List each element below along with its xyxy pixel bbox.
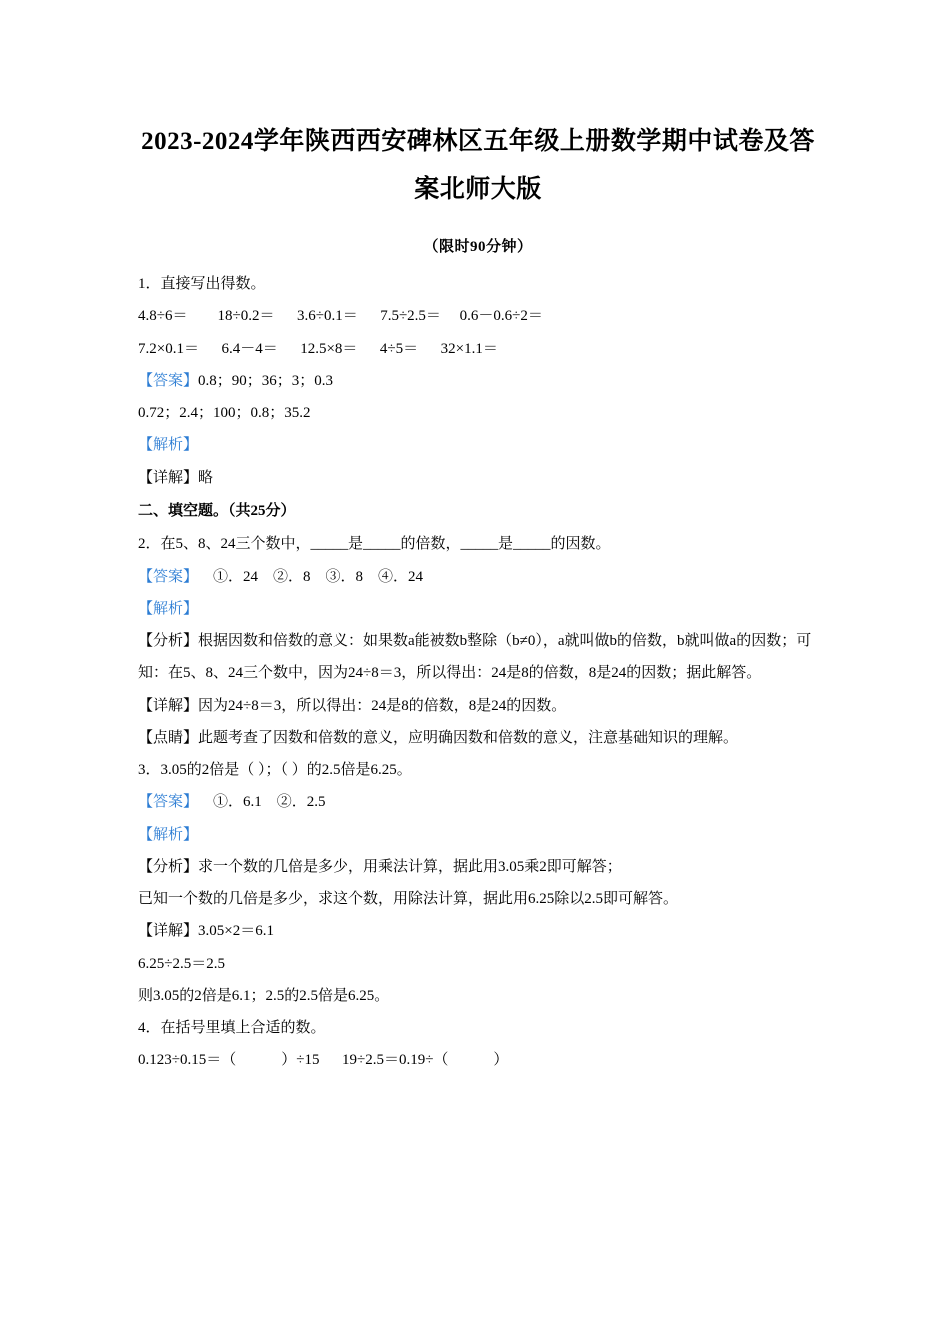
page-title: 2023-2024学年陕西西安碑林区五年级上册数学期中试卷及答案北师大版 bbox=[141, 128, 815, 203]
detail-text: 则3.05的2倍是6.1；2.5的2.5倍是6.25。 bbox=[138, 987, 390, 1004]
detail-text: 【详解】因为24÷8＝3，所以得出：24是8的倍数，8是24的因数。 bbox=[138, 697, 567, 714]
answer-text: ①．24 ②．8 ③．8 ④．24 bbox=[198, 568, 424, 585]
answer-line bbox=[138, 786, 818, 818]
detail-text: 【详解】3.05×2＝6.1 bbox=[138, 923, 274, 940]
question-item: 2．在5、8、24三个数中，_____是_____的倍数，_____是_____的因数。 bbox=[138, 536, 611, 553]
answer-label: 【答案】 bbox=[138, 568, 199, 585]
answer-text: 0.8；90；36；3；0.3 bbox=[198, 372, 334, 389]
detail-line: 【详解】略 bbox=[138, 469, 214, 486]
analysis-label bbox=[138, 819, 818, 851]
analysis-text: 已知一个数的几倍是多少，求这个数，用除法计算，据此用6.25除以2.5即可解答。 bbox=[138, 891, 679, 907]
question-item: 3．3.05的2倍是（ ）；（ ）的2.5倍是6.25。 bbox=[138, 762, 412, 778]
time-limit-note: （限时90分钟） bbox=[423, 239, 533, 255]
explanation-label: 【解析】 bbox=[138, 826, 199, 843]
expression-line: 7.2×0.1＝ 6.4－4＝ 12.5×8＝ 4÷5＝ 32×1.1＝ bbox=[138, 340, 498, 357]
section-heading: 二、填空题。（共25分） bbox=[138, 502, 296, 519]
analysis-label bbox=[138, 593, 818, 625]
answer-text: ①．6.1 ②．2.5 bbox=[198, 794, 326, 811]
analysis-text: 【分析】求一个数的几倍是多少，用乘法计算，据此用3.05乘2即可解答； bbox=[138, 858, 622, 875]
summary-text: 【点睛】此题考查了因数和倍数的意义，应明确因数和倍数的意义，注意基础知识的理解。 bbox=[138, 729, 739, 746]
answer-line bbox=[138, 561, 818, 593]
expression-line: 4.8÷6＝ 18÷0.2＝ 3.6÷0.1＝ 7.5÷2.5＝ 0.6－0.6÷2＝ bbox=[138, 308, 543, 325]
explanation-label: 【解析】 bbox=[138, 437, 199, 454]
detail-text: 6.25÷2.5＝2.5 bbox=[138, 955, 225, 972]
document-content bbox=[138, 118, 818, 1077]
analysis-text: 【分析】根据因数和倍数的意义：如果数a能被数b整除（b≠0），a就叫做b的倍数，b就叫做a的因数；可知：在5、8、24三个数中，因为24÷8＝3，所以得出：24是8的倍数，8是24的因数；据此解答。 bbox=[138, 633, 812, 682]
answer-label: 【答案】 bbox=[138, 372, 199, 389]
question-item: 4．在括号里填上合适的数。 bbox=[138, 1020, 326, 1036]
answer-continued: 0.72；2.4；100；0.8；35.2 bbox=[138, 405, 311, 421]
expression-line: 0.123÷0.15＝（ ）÷15 19÷2.5＝0.19÷（ ） bbox=[138, 1052, 509, 1069]
answer-label: 【答案】 bbox=[138, 794, 199, 811]
analysis-label bbox=[138, 429, 818, 461]
explanation-label: 【解析】 bbox=[138, 600, 199, 617]
question-item: 1．直接写出得数。 bbox=[138, 276, 266, 292]
answer-line bbox=[138, 365, 818, 397]
